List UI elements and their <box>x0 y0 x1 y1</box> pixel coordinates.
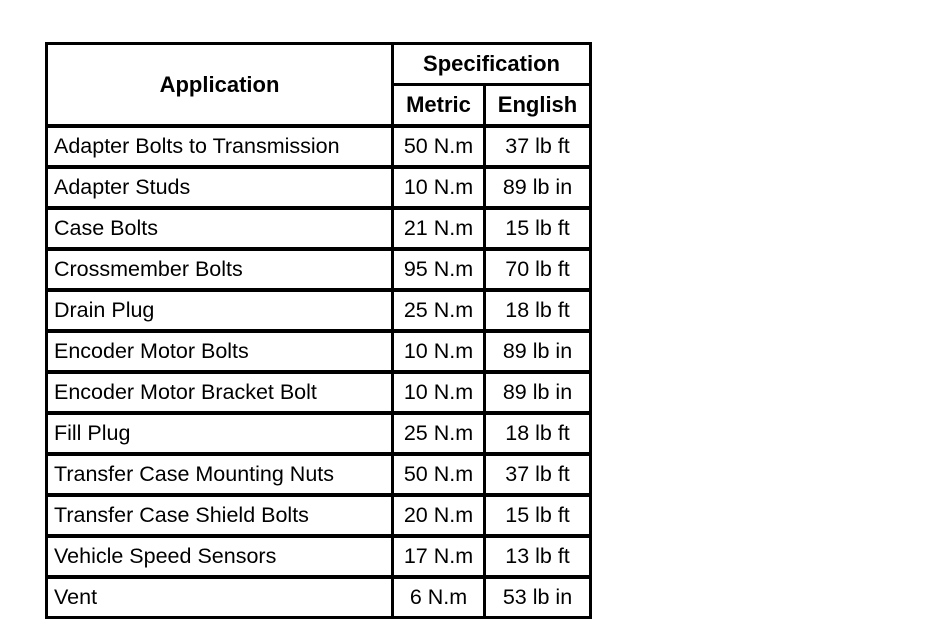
metric-header: Metric <box>393 85 485 127</box>
metric-value-cell: 21 N.m <box>393 208 485 249</box>
metric-value-cell: 95 N.m <box>393 249 485 290</box>
application-cell: Transfer Case Shield Bolts <box>47 495 393 536</box>
metric-value-cell: 50 N.m <box>393 454 485 495</box>
table-row <box>47 290 591 331</box>
table-row <box>47 577 591 618</box>
application-cell: Encoder Motor Bracket Bolt <box>47 372 393 413</box>
english-value-cell: 15 lb ft <box>485 495 591 536</box>
english-value-cell: 15 lb ft <box>485 208 591 249</box>
header-row-top <box>47 44 591 85</box>
table-row <box>47 126 591 167</box>
application-cell: Transfer Case Mounting Nuts <box>47 454 393 495</box>
metric-value-cell: 10 N.m <box>393 331 485 372</box>
english-value-cell: 13 lb ft <box>485 536 591 577</box>
table-row <box>47 454 591 495</box>
english-value-cell: 37 lb ft <box>485 454 591 495</box>
table-row <box>47 536 591 577</box>
specification-table <box>45 42 592 619</box>
table-row <box>47 331 591 372</box>
metric-value-cell: 25 N.m <box>393 413 485 454</box>
metric-value-cell: 50 N.m <box>393 126 485 167</box>
table-body <box>47 126 591 618</box>
english-value-cell: 18 lb ft <box>485 413 591 454</box>
table-row <box>47 372 591 413</box>
metric-value-cell: 10 N.m <box>393 167 485 208</box>
table-row <box>47 167 591 208</box>
table-row <box>47 413 591 454</box>
table-row <box>47 208 591 249</box>
metric-value-cell: 17 N.m <box>393 536 485 577</box>
english-value-cell: 70 lb ft <box>485 249 591 290</box>
english-header: English <box>485 85 591 127</box>
english-value-cell: 18 lb ft <box>485 290 591 331</box>
application-header: Application <box>47 44 393 127</box>
application-cell: Case Bolts <box>47 208 393 249</box>
application-cell: Encoder Motor Bolts <box>47 331 393 372</box>
table-row <box>47 495 591 536</box>
english-value-cell: 37 lb ft <box>485 126 591 167</box>
application-cell: Drain Plug <box>47 290 393 331</box>
english-value-cell: 89 lb in <box>485 372 591 413</box>
table-row <box>47 249 591 290</box>
application-cell: Vehicle Speed Sensors <box>47 536 393 577</box>
application-cell: Fill Plug <box>47 413 393 454</box>
specification-header: Specification <box>393 44 591 85</box>
metric-value-cell: 6 N.m <box>393 577 485 618</box>
english-value-cell: 53 lb in <box>502 585 573 609</box>
application-cell: Adapter Bolts to Transmission <box>47 126 393 167</box>
application-cell: Crossmember Bolts <box>47 249 393 290</box>
metric-value-cell: 25 N.m <box>393 290 485 331</box>
english-value-cell: 89 lb in <box>485 331 591 372</box>
english-value-cell: 89 lb in <box>485 167 591 208</box>
metric-value-cell: 10 N.m <box>393 372 485 413</box>
metric-value-cell: 20 N.m <box>393 495 485 536</box>
application-cell: Adapter Studs <box>47 167 393 208</box>
application-cell: Vent <box>47 577 393 618</box>
